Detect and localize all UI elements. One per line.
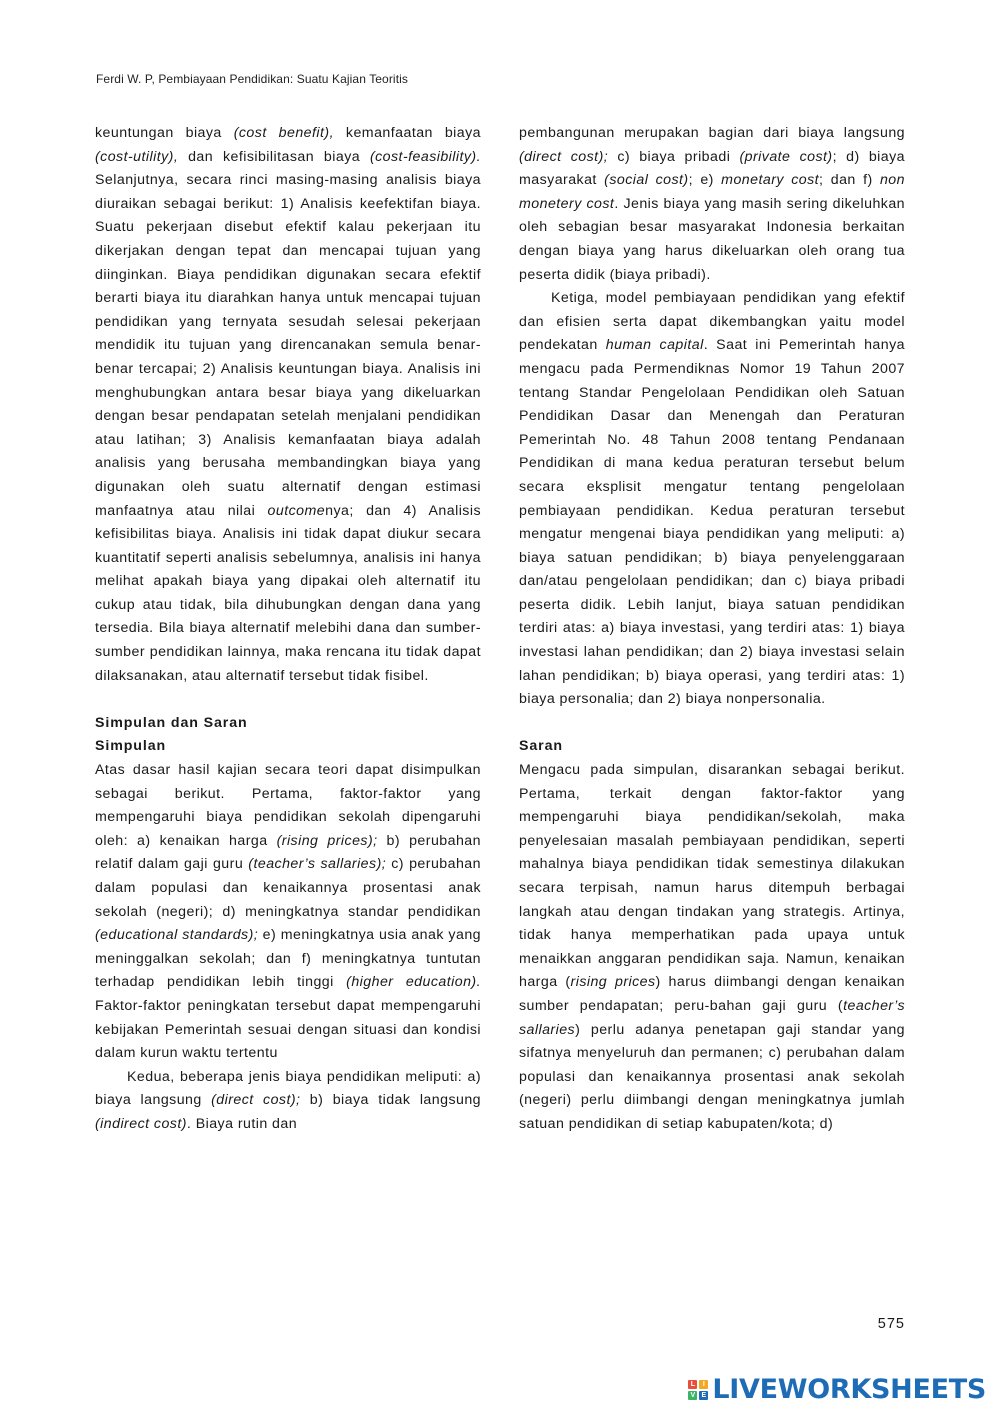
text-run: dan kefisibilitasan biaya	[178, 148, 370, 165]
text-run: c) biaya pribadi	[608, 148, 740, 165]
italic-term: (direct cost);	[519, 148, 609, 165]
text-run: keuntungan biaya	[95, 125, 234, 141]
text-run: Selanjutnya, secara rinci masing-masing analisis biaya diuraikan sebagai berikut: 1) Analisis keefektifan biaya. Suatu pekerjaan disebut efektif kalau pekerjaan itu dikerjakan dengan tepat dan mencapai tujuan yang diinginkan. Biaya pendidikan digunakan secara efektif berarti biaya itu diarahkan hanya untuk mencapai tujuan pendidikan yang ternyata sesudah selesai pekerjaan mendidik itu tujuan yang direncanakan semula benar-benar tercapai; 2) Analisis keuntungan biaya. Analisis ini menghubungkan antara besar biaya yang dikeluarkan dengan besar pendapatan setelah menjalani pendidikan atau latihan; 3) Analisis kemanfaatan biaya adalah analisis yang berusaha membandingkan biaya yang digunakan oleh suatu alternatif dengan estimasi manfaatnya atau nilai	[95, 172, 481, 519]
italic-term: (indirect cost)	[95, 1115, 187, 1132]
italic-term: (rising prices);	[276, 832, 378, 849]
text-run: ) perlu adanya penetapan gaji standar yang sifatnya menyeluruh dan permanen; c) perubahan dalam populasi dan kenaikannya prosentasi anak sekolah (negeri) perlu diimbangi dengan meningkatnya jumlah satuan pendidikan di setiap kabupaten/kota; d)	[519, 1021, 905, 1132]
section-heading-simpulan-saran: Simpulan dan Saran	[95, 714, 248, 731]
page-number: 575	[877, 1316, 905, 1332]
text-run: b) perubahan relatif dalam gaji guru	[95, 832, 481, 873]
text-run: . Saat ini Pemerintah hanya mengacu pada Permendiknas Nomor 19 Tahun 2007 tentang Standar Pengelolaan Pendidikan oleh Satuan Pendidikan Dasar dan Menengah dan Peraturan Pemerintah No. 48 Tahun 2008 tentang Pendanaan Pendidikan di mana kedua peraturan tersebut belum secara eksplisit mengatur tentang pengelolaan pembiayaan pendidikan. Kedua peraturan tersebut mengatur mengenai biaya pendidikan yang meliputi: a) biaya satuan pendidikan; b) biaya penyelenggaraan dan/atau pengelolaan pendidikan; dan c) biaya pribadi peserta didik. Lebih lanjut, biaya satuan pendidikan terdiri atas: a) biaya investasi, yang terdiri atas: 1) biaya investasi lahan pendidikan; dan 2) biaya investasi selain lahan pendidikan; b) biaya operasi, yang terdiri atas: 1) biaya personalia; dan 2) biaya nonpersonalia.	[519, 337, 905, 708]
text-run: Kedua, beberapa jenis biaya pendidikan meliputi: a) biaya langsung	[95, 1068, 481, 1109]
text-run: ; d) biaya masyarakat	[519, 148, 906, 189]
italic-term: (direct cost);	[211, 1092, 301, 1109]
text-run: . Biaya rutin dan	[186, 1115, 298, 1132]
text-run: ; e)	[688, 172, 722, 189]
text-run: ; dan f)	[819, 172, 880, 189]
logo-tile: I	[699, 1380, 708, 1389]
logo-tile: V	[688, 1391, 697, 1400]
text-run: e) meningkatnya usia anak yang meninggalkan sekolah; dan f) meningkatnya tuntutan terhadap pendidikan lebih tinggi	[95, 927, 481, 991]
italic-term: (educational standards);	[95, 927, 259, 944]
text-run: ) harus diimbangi dengan kenaikan sumber pendapatan; peru-bahan gaji guru (	[519, 974, 905, 1014]
text-run: kemanfaatan biaya	[333, 125, 481, 141]
italic-term: (social cost)	[604, 172, 689, 189]
italic-term: outcome	[267, 502, 326, 519]
text-run: pembangunan merupakan bagian dari biaya langsung	[519, 125, 905, 141]
spacer	[95, 688, 481, 712]
right-column	[519, 122, 905, 1137]
italic-term: teacher’s sallaries	[519, 997, 905, 1038]
text-run: Atas dasar hasil kajian secara teori dapat disimpulkan sebagai berikut. Pertama, faktor-faktor yang mempengaruhi biaya pendidikan sekolah dipengaruhi oleh: a) kenaikan harga	[95, 762, 481, 849]
italic-term: monetary cost	[721, 172, 820, 189]
paragraph-cost-types	[519, 122, 905, 287]
running-header: Ferdi W. P, Pembiayaan Pendidikan: Suatu Kajian Teoritis	[96, 72, 408, 86]
italic-term: (cost benefit),	[233, 125, 334, 141]
text-run: Mengacu pada simpulan, disarankan sebagai berikut. Pertama, terkait dengan faktor-faktor yang mempengaruhi biaya pendidikan/sekolah, maka penyelesaian masalah pembiayaan pendidikan, seperti mahalnya biaya pendidikan tidak semestinya dilakukan secara terpisah, namun harus ditempuh berbagai langkah atau dengan tindakan yang strategis. Artinya, tidak hanya memperhatikan pada upaya untuk menaikkan anggaran pendidikan saja. Namun, kenaikan harga (	[519, 762, 905, 991]
text-run: Ketiga, model pembiayaan pendidikan yang efektif dan efisien serta dapat dikembangkan yaitu model pendekatan	[519, 290, 905, 354]
italic-term: human capital	[605, 337, 704, 354]
liveworksheets-wordmark: LIVEWORKSHEETS	[712, 1374, 986, 1405]
subsection-heading-saran: Saran	[519, 738, 563, 755]
paragraph-analysis	[95, 122, 481, 688]
logo-tile: E	[699, 1391, 708, 1400]
spacer	[519, 712, 905, 736]
paragraph-simpulan-pertama	[95, 759, 481, 1066]
liveworksheets-logo-icon	[688, 1380, 708, 1400]
italic-term: (private cost)	[739, 148, 833, 165]
paragraph-simpulan-ketiga	[519, 287, 905, 712]
paragraph-simpulan-kedua	[95, 1066, 481, 1137]
logo-tile: L	[688, 1380, 697, 1389]
text-run: c) perubahan dalam populasi dan kenaikannya prosentasi anak sekolah (negeri); d) meningkatnya standar pendidikan	[95, 856, 481, 920]
text-run: Faktor-faktor peningkatan tersebut dapat mempengaruhi kebijakan Pemerintah sesuai dengan situasi dan kondisi dalam kurun waktu tertentu	[95, 997, 481, 1062]
italic-term: (cost-utility),	[95, 148, 179, 165]
italic-term: (higher education).	[346, 974, 481, 991]
italic-term: rising prices	[570, 974, 656, 991]
italic-term: (cost-feasibility).	[369, 148, 481, 165]
text-run: b) biaya tidak langsung	[300, 1092, 482, 1109]
left-column	[95, 122, 481, 1137]
italic-term: (teacher’s sallaries);	[248, 856, 387, 873]
italic-term: non monetery cost	[519, 172, 905, 212]
paragraph-saran	[519, 759, 905, 1137]
text-run: nya; dan 4) Analisis kefisibilitas biaya. Analisis ini tidak dapat diukur secara kuantitatif seperti analisis sebelumnya, analisis ini hanya melihat apakah biaya yang dipakai oleh alternatif itu cukup atau tidak, bila dihubungkan dengan dana yang tersedia. Bila biaya alternatif melebihi dana dan sumber-sumber pendidikan lainnya, maka rencana itu tidak dapat dilaksanakan, atau alternatif tersebut tidak fisibel.	[95, 502, 481, 684]
subsection-heading-simpulan: Simpulan	[95, 738, 167, 755]
text-run: . Jenis biaya yang masih sering dikeluhkan oleh sebagian besar masyarakat Indonesia berkaitan dengan biaya yang harus dikeluarkan oleh orang tua peserta didik (biaya pribadi).	[519, 195, 906, 283]
liveworksheets-brand[interactable]	[688, 1374, 986, 1405]
